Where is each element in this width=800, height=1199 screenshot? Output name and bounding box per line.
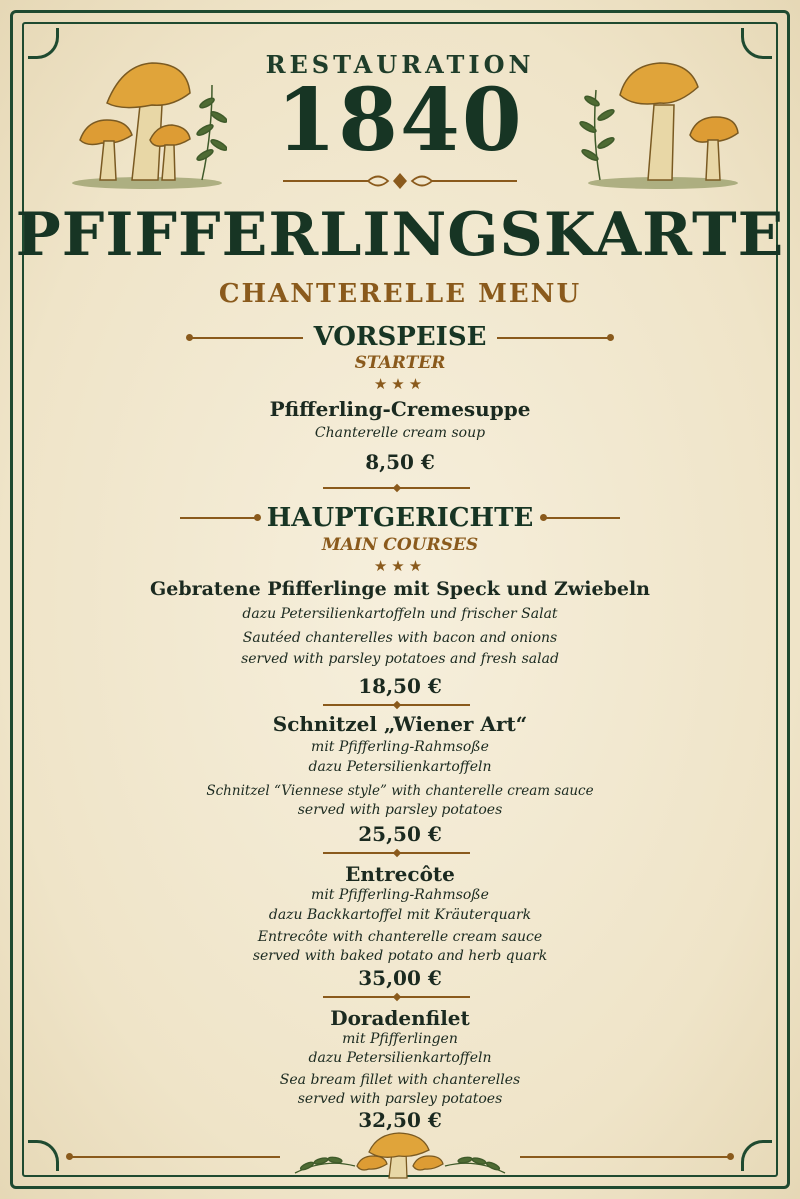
stars-ornament: ★★★	[373, 557, 427, 575]
dish-price: 32,50 €	[358, 1108, 442, 1132]
rule-end-dot	[66, 1153, 73, 1160]
dish-description-de: mit Pfifferlingen	[342, 1031, 458, 1047]
stars-ornament: ★★★	[373, 375, 427, 393]
page-title: PFIFFERLINGSKARTE	[15, 200, 785, 270]
dish-description-en: served with parsley potatoes and fresh salad	[241, 651, 559, 667]
dish-price: 18,50 €	[358, 674, 442, 698]
dish-name: Doradenfilet	[330, 1006, 470, 1030]
section-subtitle-starter: STARTER	[354, 353, 446, 373]
section-title-mains: HAUPTGERICHTE	[266, 503, 534, 533]
restaurant-label: RESTAURATION	[265, 50, 535, 79]
dish-name: Schnitzel „Wiener Art“	[272, 712, 528, 736]
dish-description-de: dazu Petersilienkartoffeln	[308, 759, 492, 775]
dish-description-en: Schnitzel “Viennese style” with chanterelle cream sauce	[206, 783, 594, 799]
dish-name: Gebratene Pfifferlinge mit Speck und Zwiebeln	[150, 578, 650, 600]
dish-description-en: Entrecôte with chanterelle cream sauce	[257, 929, 543, 945]
dish-description-de: dazu Petersilienkartoffeln und frischer Salat	[242, 606, 558, 622]
dish-description-en: Sautéed chanterelles with bacon and onions	[242, 630, 558, 646]
dish-description-de: mit Pfifferling-Rahmsoße	[311, 887, 489, 903]
page-subtitle: CHANTERELLE MENU	[218, 279, 582, 309]
dish-description-en: Sea bream fillet with chanterelles	[279, 1072, 521, 1088]
dish-name: Entrecôte	[345, 862, 455, 886]
dish-description-de: mit Pfifferling-Rahmsoße	[311, 739, 489, 755]
corner-ornament	[741, 1140, 772, 1171]
dish-description-en: served with parsley potatoes	[297, 1091, 503, 1107]
corner-ornament	[28, 1140, 59, 1171]
dish-name: Pfifferling-Cremesuppe	[269, 397, 531, 421]
section-title-starter: VORSPEISE	[313, 322, 487, 352]
chanterelle-illustration-bottom	[285, 1128, 515, 1180]
dish-description-en: Chanterelle cream soup	[314, 425, 486, 441]
dish-price: 35,00 €	[358, 966, 442, 990]
footer-rule-right	[520, 1156, 730, 1158]
dish-description-en: served with parsley potatoes	[297, 802, 503, 818]
rule-end-dot	[727, 1153, 734, 1160]
dish-description-de: dazu Petersilienkartoffeln	[308, 1050, 492, 1066]
dish-description-en: served with baked potato and herb quark	[252, 948, 548, 964]
dish-description-de: dazu Backkartoffel mit Kräuterquark	[268, 907, 532, 923]
footer-rule-left	[70, 1156, 280, 1158]
dish-price: 8,50 €	[365, 450, 435, 474]
dish-price: 25,50 €	[358, 822, 442, 846]
restaurant-year: 1840	[276, 70, 524, 171]
section-subtitle-mains: MAIN COURSES	[321, 535, 479, 555]
header-flourish	[283, 170, 517, 192]
